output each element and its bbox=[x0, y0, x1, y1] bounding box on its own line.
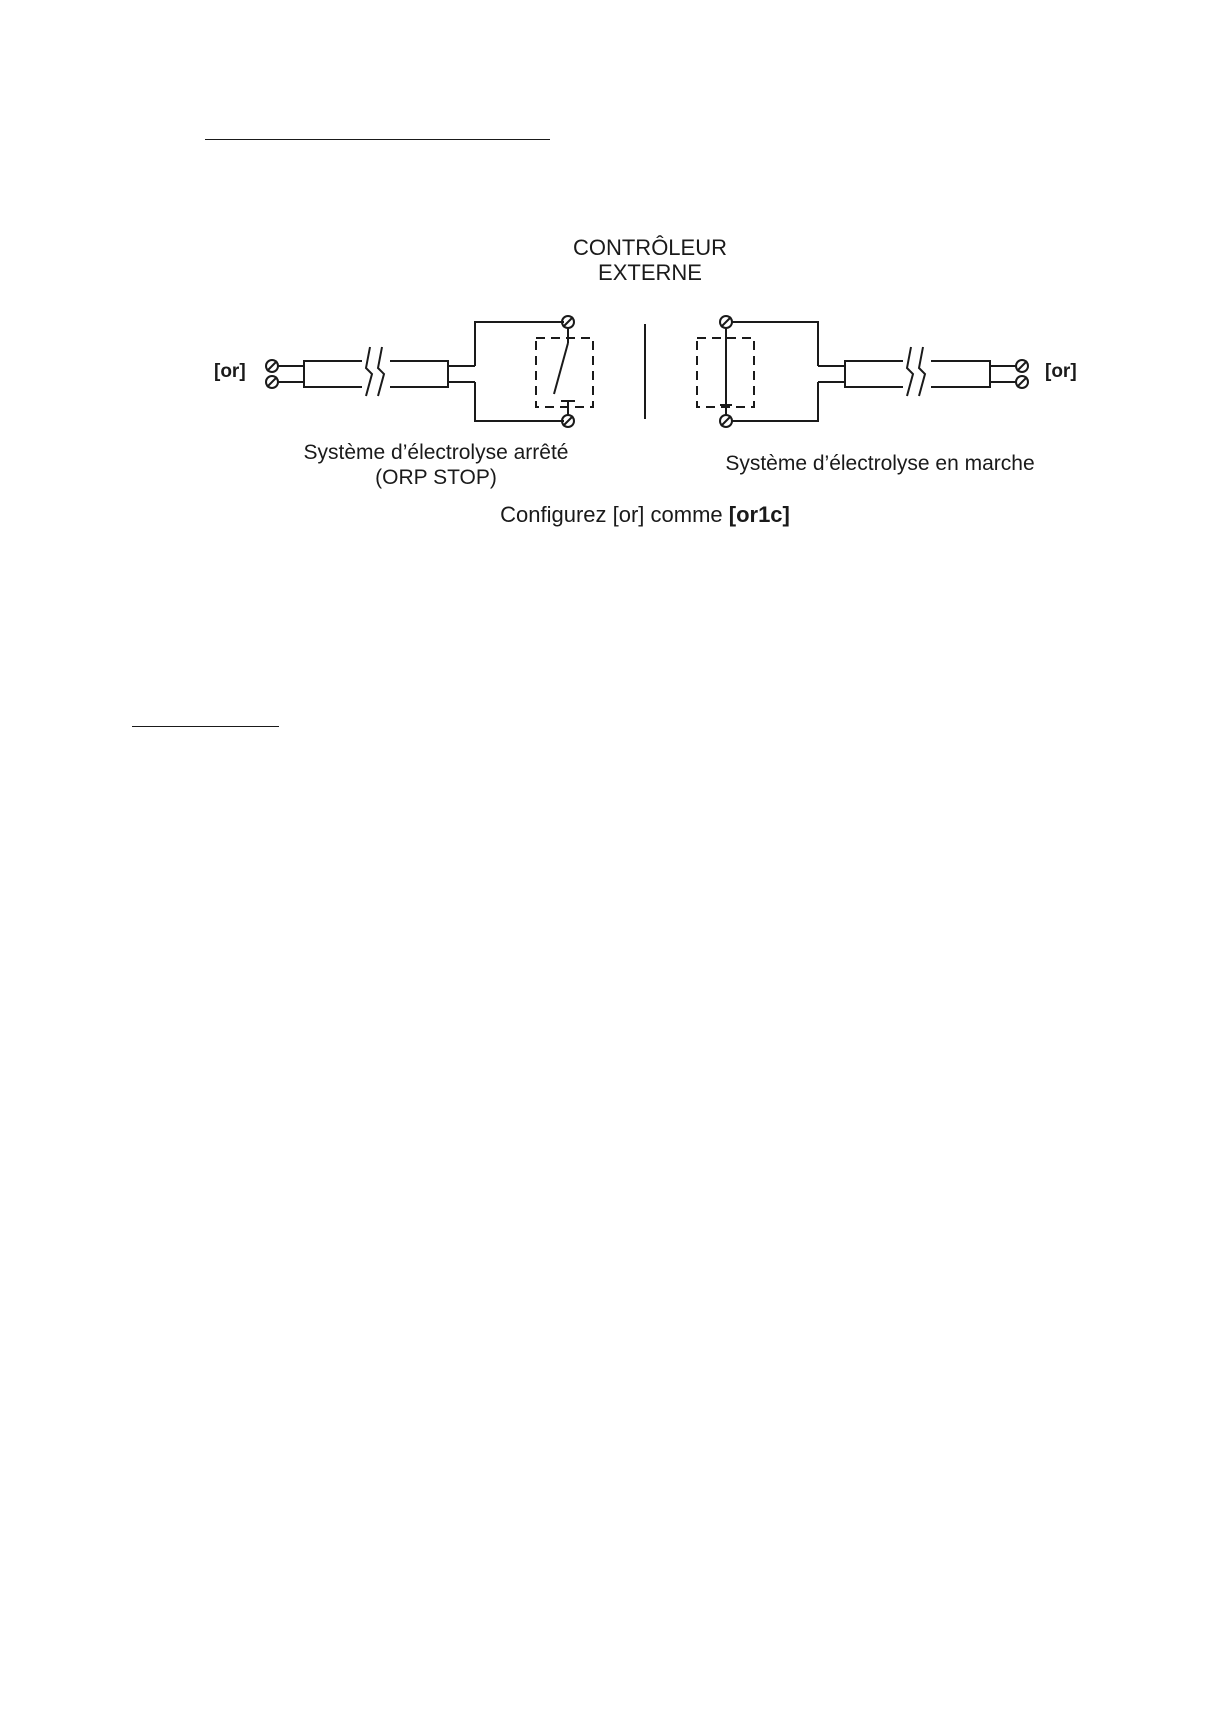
right-terminal-label: [or] bbox=[1045, 361, 1077, 382]
diagram-title-line2: EXTERNE bbox=[598, 260, 702, 285]
left-cable-break-icon bbox=[366, 347, 384, 396]
right-cable-break-icon bbox=[907, 347, 925, 396]
left-open-contact bbox=[554, 343, 568, 394]
left-terminal-screw-bottom-icon bbox=[266, 376, 278, 388]
left-relay-box bbox=[536, 338, 593, 407]
config-instruction bbox=[500, 502, 790, 527]
right-terminal-screw-bottom-icon bbox=[1016, 376, 1028, 388]
left-caption-line1: Système d’électrolyse arrêté bbox=[303, 441, 569, 464]
config-prefix: Configurez [or] comme bbox=[500, 502, 729, 527]
left-terminal-label: [or] bbox=[214, 361, 246, 382]
right-caption: Système d’électrolyse en marche bbox=[725, 452, 1035, 475]
right-switch-terminal-bottom-icon bbox=[720, 415, 732, 427]
left-terminal-screw-top-icon bbox=[266, 360, 278, 372]
left-schematic bbox=[214, 316, 593, 427]
right-switch-terminal-top-icon bbox=[720, 316, 732, 328]
right-terminal-screw-top-icon bbox=[1016, 360, 1028, 372]
right-schematic bbox=[697, 316, 1077, 427]
left-caption-line2: (ORP STOP) bbox=[375, 466, 497, 489]
diagram-title-line1: CONTRÔLEUR bbox=[572, 235, 728, 260]
config-value: [or1c] bbox=[728, 502, 790, 527]
